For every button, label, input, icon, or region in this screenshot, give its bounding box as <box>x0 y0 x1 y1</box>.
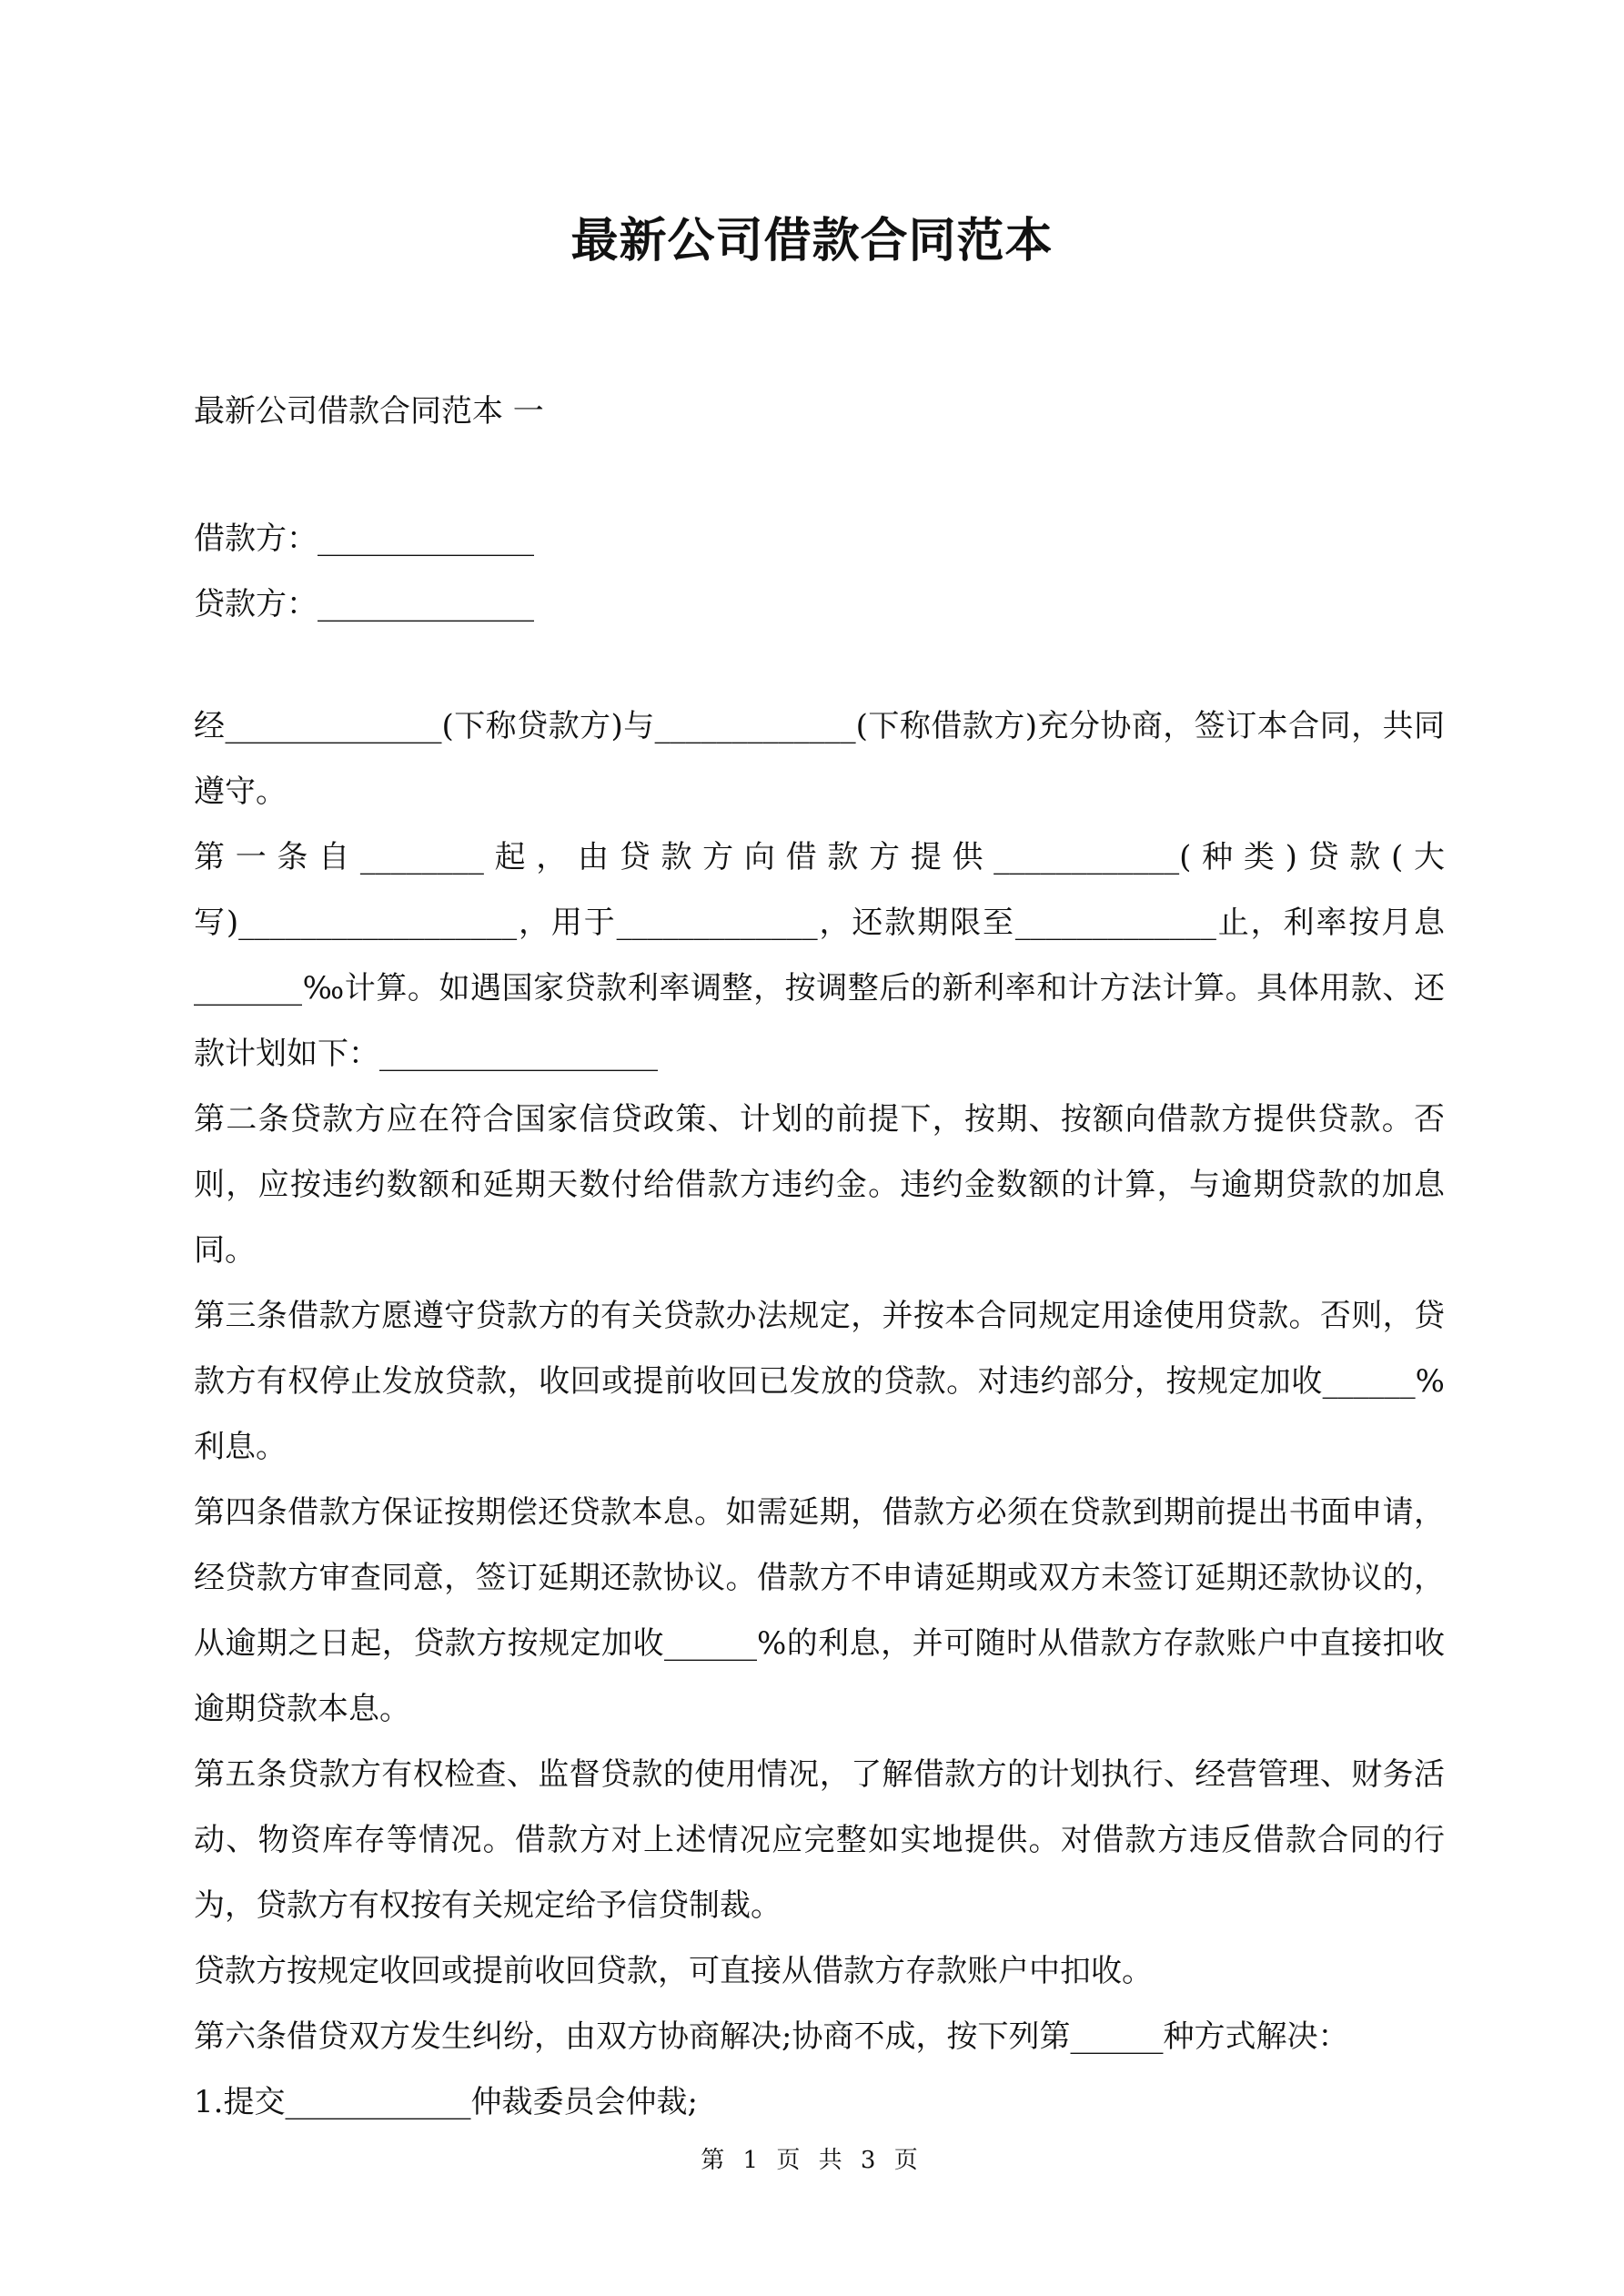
paragraph: 贷款方按规定收回或提前收回贷款，可直接从借款方存款账户中扣收。 <box>194 1953 1153 1989</box>
paragraph: 第二条贷款方应在符合国家信贷政策、计划的前提下，按期、按额向借款方提供贷款。否则，应按违约数额和延期天数付给借款方违约金。违约金数额的计算，与逾期贷款的加息同。 <box>194 1101 1445 1269</box>
page-footer: 第 1 页 共 3 页 <box>701 2147 923 2174</box>
paragraph: 1.提交____________仲裁委员会仲裁; <box>194 2084 698 2120</box>
lender-field: 贷款方：______________ <box>194 586 534 622</box>
paragraph: 第六条借贷双方发生纠纷，由双方协商解决;协商不成，按下列第______种方式解决： <box>194 2018 1349 2055</box>
contract-body <box>194 693 1445 2135</box>
paragraph: 经______________(下称贷款方)与_____________(下称借款方)充分协商，签订本合同，共同遵守。 <box>194 708 1445 810</box>
paragraph: 第四条借款方保证按期偿还贷款本息。如需延期，借款方必须在贷款到期前提出书面申请，经贷款方审查同意，签订延期还款协议。借款方不申请延期或双方未签订延期还款协议的，从逾期之日起，贷款方按规定加收______%的利息，并可随时从借款方存款账户中直接扣收逾期贷款本息。 <box>194 1494 1445 1727</box>
subtitle-text: 最新公司借款合同范本 一 <box>194 393 544 430</box>
paragraph: 第五条贷款方有权检查、监督贷款的使用情况，了解借款方的计划执行、经营管理、财务活动、物资库存等情况。借款方对上述情况应完整如实地提供。对借款方违反借款合同的行为，贷款方有权按有关规定给予信贷制裁。 <box>194 1756 1445 1924</box>
document-title: 最新公司借款合同范本 <box>570 213 1054 268</box>
paragraph: 第三条借款方愿遵守贷款方的有关贷款办法规定，并按本合同规定用途使用贷款。否则，贷款方有权停止发放贷款，收回或提前收回已发放的贷款。对违约部分，按规定加收______%利息。 <box>194 1298 1445 1465</box>
paragraph: 第一条自________起，由贷款方向借款方提供____________(种类)贷款(大写)__________________，用于_____________，还款期限至_____________止，利率按月息_______‰计算。如遇国家贷款利率调整，按调整后的新利率和计方法计算。具体用款、还款计划如下：__________________ <box>194 839 1445 1072</box>
borrower-field: 借款方：______________ <box>194 521 534 557</box>
contract-subtitle <box>194 379 1445 444</box>
party-fields <box>194 506 1445 637</box>
